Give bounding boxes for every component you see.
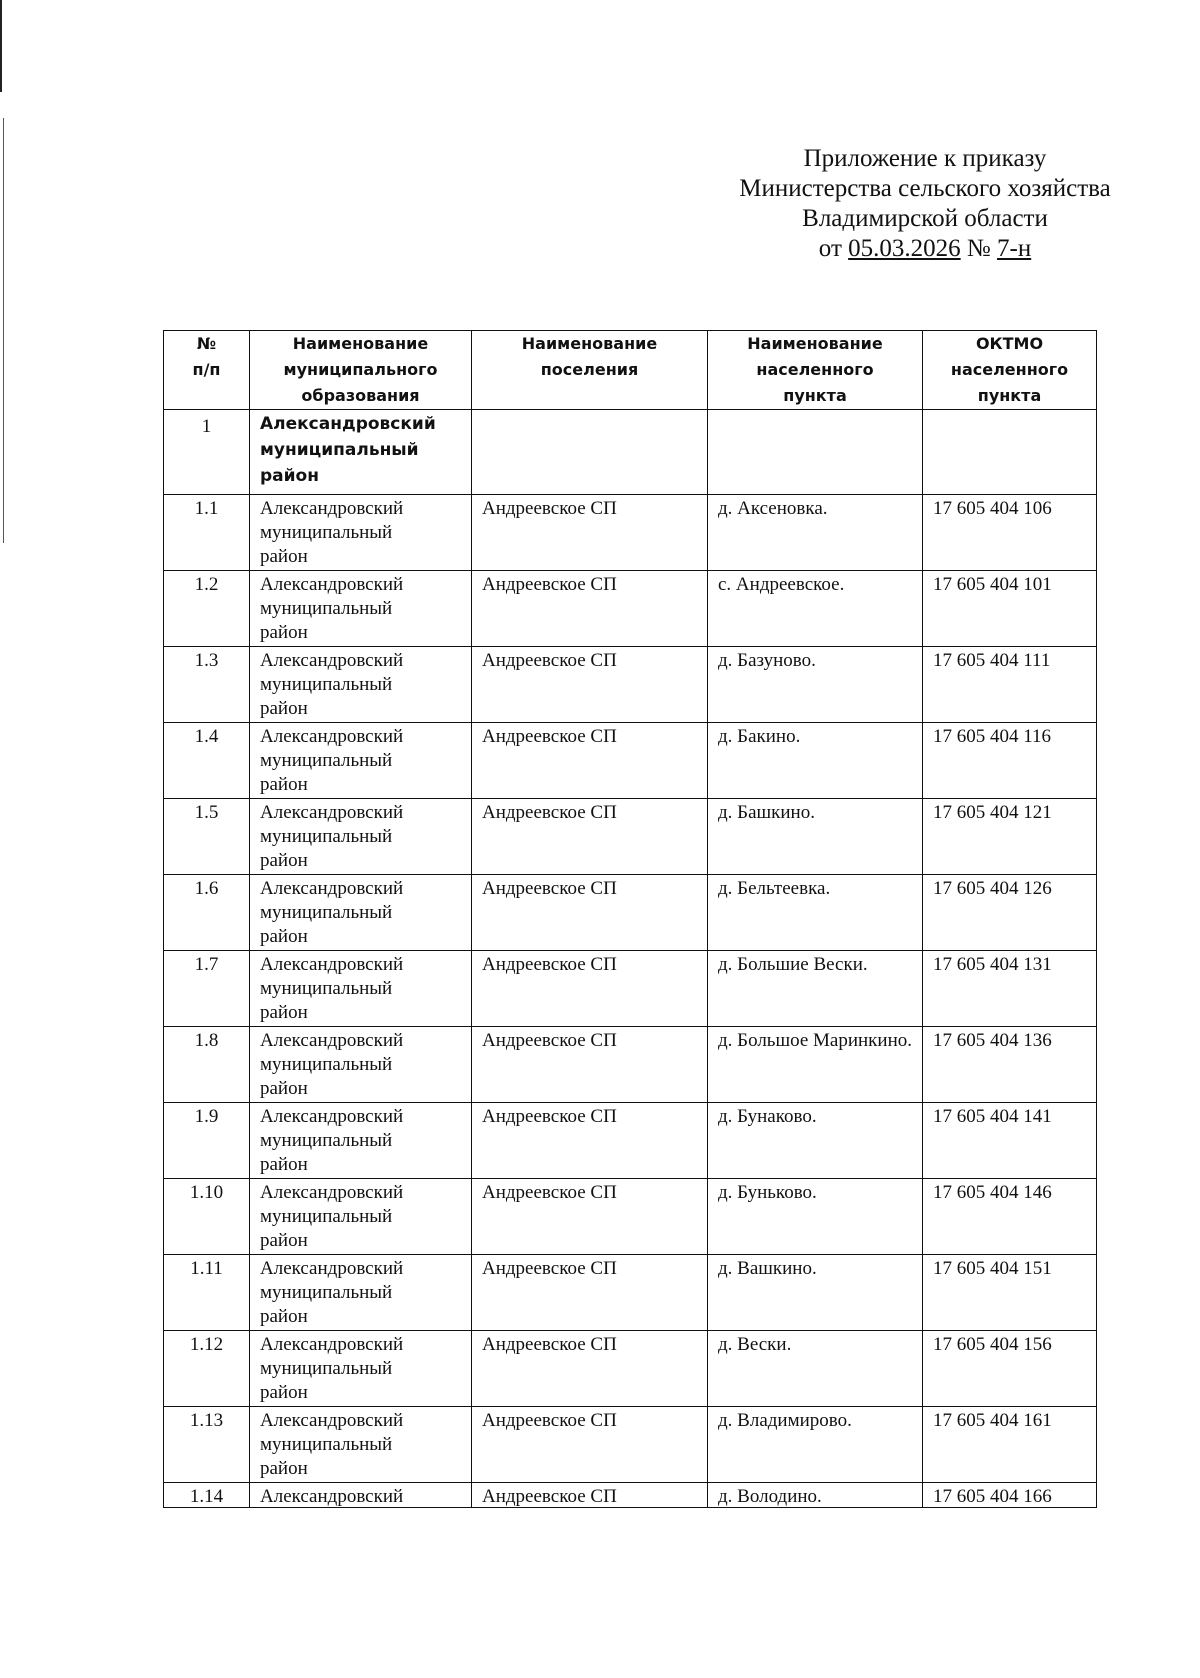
row-number bbox=[164, 723, 250, 799]
row-number bbox=[164, 1179, 250, 1255]
mo-line: район bbox=[260, 1154, 308, 1175]
mo-line: муниципальный bbox=[260, 1054, 393, 1075]
mo-line: муниципальный bbox=[260, 750, 393, 771]
mo-line: Александровский bbox=[260, 802, 404, 823]
table-row bbox=[164, 1483, 1097, 1508]
settlement-text: Андреевское СП bbox=[482, 1334, 617, 1355]
row-number-text: 1.13 bbox=[189, 1410, 224, 1431]
row-municipality bbox=[250, 1255, 472, 1331]
locality-text: д. Володино. bbox=[718, 1486, 822, 1507]
row-locality bbox=[708, 1255, 923, 1331]
row-oktmo bbox=[923, 647, 1097, 723]
col-header-num bbox=[164, 331, 250, 410]
row-locality bbox=[708, 647, 923, 723]
empty-cell bbox=[472, 410, 708, 495]
row-municipality bbox=[250, 1331, 472, 1407]
group-municipality bbox=[250, 410, 472, 495]
row-number-text: 1.11 bbox=[190, 1258, 223, 1279]
scan-edge-line bbox=[3, 118, 4, 543]
locality-text: д. Большое Маринкино. bbox=[718, 1030, 912, 1051]
mo-line: Александровский bbox=[260, 414, 436, 434]
row-locality bbox=[708, 875, 923, 951]
locality-text: д. Большие Вески. bbox=[718, 954, 868, 975]
appendix-header bbox=[690, 144, 1160, 264]
oktmo-text: 17 605 404 131 bbox=[933, 954, 1052, 975]
row-locality bbox=[708, 951, 923, 1027]
row-settlement bbox=[472, 571, 708, 647]
order-number: 7-н bbox=[997, 235, 1032, 262]
col-header-oktmo bbox=[923, 331, 1097, 410]
row-oktmo bbox=[923, 1407, 1097, 1483]
mo-line: район bbox=[260, 466, 319, 486]
row-settlement bbox=[472, 951, 708, 1027]
header-text: Наименование bbox=[292, 334, 429, 353]
row-municipality bbox=[250, 951, 472, 1027]
row-municipality bbox=[250, 1483, 472, 1508]
settlement-text: Андреевское СП bbox=[482, 498, 617, 519]
locality-text: д. Аксеновка. bbox=[718, 498, 828, 519]
mo-line: Александровский bbox=[260, 1258, 404, 1279]
locality-text: д. Базуново. bbox=[718, 650, 816, 671]
mo-line: район bbox=[260, 698, 308, 719]
mo-line: Александровский bbox=[260, 1410, 404, 1431]
mo-line: муниципальный bbox=[260, 902, 393, 923]
locality-text: д. Бакино. bbox=[718, 726, 801, 747]
row-number-text: 1.5 bbox=[194, 802, 219, 823]
table-row bbox=[164, 647, 1097, 723]
settlement-text: Андреевское СП bbox=[482, 1182, 617, 1203]
settlement-text: Андреевское СП bbox=[482, 726, 617, 747]
mo-line: район bbox=[260, 926, 308, 947]
mo-line: муниципальный bbox=[260, 1434, 393, 1455]
row-locality bbox=[708, 1331, 923, 1407]
header-line-4 bbox=[690, 234, 1160, 264]
row-number-text: 1.14 bbox=[189, 1486, 224, 1507]
table-row bbox=[164, 1255, 1097, 1331]
header-text: Наименование bbox=[747, 334, 883, 353]
mo-line: Александровский bbox=[260, 650, 404, 671]
table-row bbox=[164, 1331, 1097, 1407]
locality-text: д. Вашкино. bbox=[718, 1258, 817, 1279]
row-oktmo bbox=[923, 571, 1097, 647]
table-row bbox=[164, 799, 1097, 875]
table-row bbox=[164, 1407, 1097, 1483]
locality-text: д. Буньково. bbox=[718, 1182, 817, 1203]
row-number bbox=[164, 799, 250, 875]
mo-line: район bbox=[260, 1230, 308, 1251]
header-text: пункта bbox=[977, 386, 1042, 405]
row-locality bbox=[708, 571, 923, 647]
row-settlement bbox=[472, 875, 708, 951]
row-oktmo bbox=[923, 1027, 1097, 1103]
row-number-text: 1.4 bbox=[194, 726, 219, 747]
row-locality bbox=[708, 1483, 923, 1508]
table-row bbox=[164, 875, 1097, 951]
header-text: муниципального bbox=[283, 360, 438, 379]
row-number-text: 1.3 bbox=[194, 650, 219, 671]
mo-line: Александровский bbox=[260, 1486, 404, 1507]
row-number bbox=[164, 571, 250, 647]
number-sign: № bbox=[960, 235, 997, 262]
row-number bbox=[164, 1027, 250, 1103]
row-locality bbox=[708, 799, 923, 875]
header-line-2: Министерства сельского хозяйства bbox=[739, 175, 1111, 202]
row-number-text: 1.12 bbox=[189, 1334, 224, 1355]
settlement-text: Андреевское СП bbox=[482, 1410, 617, 1431]
group-row bbox=[164, 410, 1097, 495]
row-oktmo bbox=[923, 1103, 1097, 1179]
row-municipality bbox=[250, 495, 472, 571]
row-oktmo bbox=[923, 951, 1097, 1027]
header-text: населенного bbox=[756, 360, 874, 379]
row-municipality bbox=[250, 875, 472, 951]
mo-line: Александровский bbox=[260, 1106, 404, 1127]
header-text: ОКТМО bbox=[975, 334, 1044, 353]
row-settlement bbox=[472, 799, 708, 875]
col-header-municipality bbox=[250, 331, 472, 410]
row-settlement bbox=[472, 1179, 708, 1255]
row-municipality bbox=[250, 723, 472, 799]
row-municipality bbox=[250, 1027, 472, 1103]
oktmo-text: 17 605 404 146 bbox=[933, 1182, 1052, 1203]
mo-line: муниципальный bbox=[260, 1282, 393, 1303]
settlements-table bbox=[163, 330, 1097, 1508]
settlement-text: Андреевское СП bbox=[482, 574, 617, 595]
row-number bbox=[164, 1407, 250, 1483]
header-text: Наименование bbox=[521, 334, 658, 353]
row-settlement bbox=[472, 723, 708, 799]
header-text: пункта bbox=[783, 386, 847, 405]
row-number-text: 1.8 bbox=[194, 1030, 219, 1051]
mo-line: муниципальный bbox=[260, 1206, 393, 1227]
row-municipality bbox=[250, 1103, 472, 1179]
mo-line: район bbox=[260, 1458, 308, 1479]
mo-line: Александровский bbox=[260, 1030, 404, 1051]
header-text: образования bbox=[301, 386, 420, 405]
row-oktmo bbox=[923, 723, 1097, 799]
table-row bbox=[164, 951, 1097, 1027]
mo-line: муниципальный bbox=[260, 978, 393, 999]
oktmo-text: 17 605 404 106 bbox=[933, 498, 1052, 519]
table-row bbox=[164, 723, 1097, 799]
mo-line: Александровский bbox=[260, 1334, 404, 1355]
row-locality bbox=[708, 1179, 923, 1255]
oktmo-text: 17 605 404 136 bbox=[933, 1030, 1052, 1051]
row-number bbox=[164, 951, 250, 1027]
row-number bbox=[164, 495, 250, 571]
row-municipality bbox=[250, 1407, 472, 1483]
locality-text: с. Андреевское. bbox=[718, 574, 845, 595]
mo-line: район bbox=[260, 1002, 308, 1023]
locality-text: д. Владимирово. bbox=[718, 1410, 852, 1431]
mo-line: район bbox=[260, 546, 308, 567]
mo-line: муниципальный bbox=[260, 1130, 393, 1151]
settlement-text: Андреевское СП bbox=[482, 878, 617, 899]
mo-line: Александровский bbox=[260, 878, 404, 899]
row-settlement bbox=[472, 1331, 708, 1407]
mo-line: Александровский bbox=[260, 954, 404, 975]
table-header-row bbox=[164, 331, 1097, 410]
group-number: 1 bbox=[164, 410, 250, 495]
row-municipality bbox=[250, 799, 472, 875]
row-number-text: 1.6 bbox=[194, 878, 219, 899]
header-text: населенного bbox=[950, 360, 1069, 379]
oktmo-text: 17 605 404 166 bbox=[933, 1486, 1052, 1507]
mo-line: муниципальный bbox=[260, 1358, 393, 1379]
row-oktmo bbox=[923, 1255, 1097, 1331]
row-settlement bbox=[472, 1255, 708, 1331]
row-number bbox=[164, 1331, 250, 1407]
oktmo-text: 17 605 404 116 bbox=[933, 726, 1052, 747]
locality-text: д. Бельтеевка. bbox=[718, 878, 831, 899]
table-row bbox=[164, 495, 1097, 571]
row-locality bbox=[708, 723, 923, 799]
row-oktmo bbox=[923, 799, 1097, 875]
row-oktmo bbox=[923, 495, 1097, 571]
table-row bbox=[164, 1027, 1097, 1103]
row-settlement bbox=[472, 1027, 708, 1103]
row-locality bbox=[708, 1407, 923, 1483]
settlement-text: Андреевское СП bbox=[482, 1106, 617, 1127]
header-from: от bbox=[818, 235, 849, 262]
row-number bbox=[164, 1103, 250, 1179]
settlement-text: Андреевское СП bbox=[482, 1486, 617, 1507]
row-settlement bbox=[472, 1407, 708, 1483]
mo-line: Александровский bbox=[260, 498, 404, 519]
oktmo-text: 17 605 404 126 bbox=[933, 878, 1052, 899]
locality-text: д. Башкино. bbox=[718, 802, 815, 823]
row-number bbox=[164, 875, 250, 951]
header-text: п/п bbox=[192, 360, 221, 379]
row-number bbox=[164, 1483, 250, 1508]
row-settlement bbox=[472, 647, 708, 723]
row-number-text: 1.10 bbox=[189, 1182, 224, 1203]
row-oktmo bbox=[923, 1483, 1097, 1508]
settlement-text: Андреевское СП bbox=[482, 1030, 617, 1051]
row-settlement bbox=[472, 1103, 708, 1179]
oktmo-text: 17 605 404 156 bbox=[933, 1334, 1052, 1355]
row-number-text: 1.1 bbox=[194, 498, 219, 519]
mo-line: муниципальный bbox=[260, 826, 393, 847]
mo-line: Александровский bbox=[260, 574, 404, 595]
row-number bbox=[164, 1255, 250, 1331]
col-header-locality bbox=[708, 331, 923, 410]
row-municipality bbox=[250, 647, 472, 723]
mo-line: район bbox=[260, 1382, 308, 1403]
oktmo-text: 17 605 404 121 bbox=[933, 802, 1052, 823]
table-row bbox=[164, 571, 1097, 647]
mo-line: район bbox=[260, 774, 308, 795]
oktmo-text: 17 605 404 111 bbox=[933, 650, 1051, 671]
row-settlement bbox=[472, 495, 708, 571]
row-locality bbox=[708, 495, 923, 571]
settlement-text: Андреевское СП bbox=[482, 802, 617, 823]
mo-line: район bbox=[260, 1078, 308, 1099]
row-oktmo bbox=[923, 1331, 1097, 1407]
row-number-text: 1.9 bbox=[194, 1106, 219, 1127]
empty-cell bbox=[708, 410, 923, 495]
row-number-text: 1.2 bbox=[194, 574, 219, 595]
row-number bbox=[164, 647, 250, 723]
row-oktmo bbox=[923, 875, 1097, 951]
empty-cell bbox=[923, 410, 1097, 495]
scan-edge-line bbox=[0, 0, 2, 92]
oktmo-text: 17 605 404 161 bbox=[933, 1410, 1052, 1431]
mo-line: муниципальный bbox=[260, 522, 393, 543]
oktmo-text: 17 605 404 151 bbox=[933, 1258, 1052, 1279]
settlement-text: Андреевское СП bbox=[482, 1258, 617, 1279]
row-oktmo bbox=[923, 1179, 1097, 1255]
header-text: № bbox=[196, 334, 217, 353]
header-line-1: Приложение к приказу bbox=[803, 145, 1047, 172]
table-row bbox=[164, 1179, 1097, 1255]
mo-line: муниципальный bbox=[260, 674, 393, 695]
mo-line: район bbox=[260, 850, 308, 871]
settlement-text: Андреевское СП bbox=[482, 954, 617, 975]
row-number-text: 1.7 bbox=[194, 954, 219, 975]
mo-line: район bbox=[260, 1306, 308, 1327]
header-text: поселения bbox=[540, 360, 639, 379]
header-line-3: Владимирской области bbox=[802, 205, 1048, 232]
mo-line: Александровский bbox=[260, 726, 404, 747]
col-header-settlement bbox=[472, 331, 708, 410]
mo-line: муниципальный bbox=[260, 440, 419, 460]
row-locality bbox=[708, 1103, 923, 1179]
oktmo-text: 17 605 404 141 bbox=[933, 1106, 1052, 1127]
oktmo-text: 17 605 404 101 bbox=[933, 574, 1052, 595]
mo-line: Александровский bbox=[260, 1182, 404, 1203]
mo-line: муниципальный bbox=[260, 598, 393, 619]
mo-line: район bbox=[260, 622, 308, 643]
settlement-text: Андреевское СП bbox=[482, 650, 617, 671]
table-row bbox=[164, 1103, 1097, 1179]
row-municipality bbox=[250, 571, 472, 647]
row-municipality bbox=[250, 1179, 472, 1255]
locality-text: д. Вески. bbox=[718, 1334, 792, 1355]
row-settlement bbox=[472, 1483, 708, 1508]
locality-text: д. Бунаково. bbox=[718, 1106, 817, 1127]
row-locality bbox=[708, 1027, 923, 1103]
order-date: 05.03.2026 bbox=[848, 235, 961, 262]
